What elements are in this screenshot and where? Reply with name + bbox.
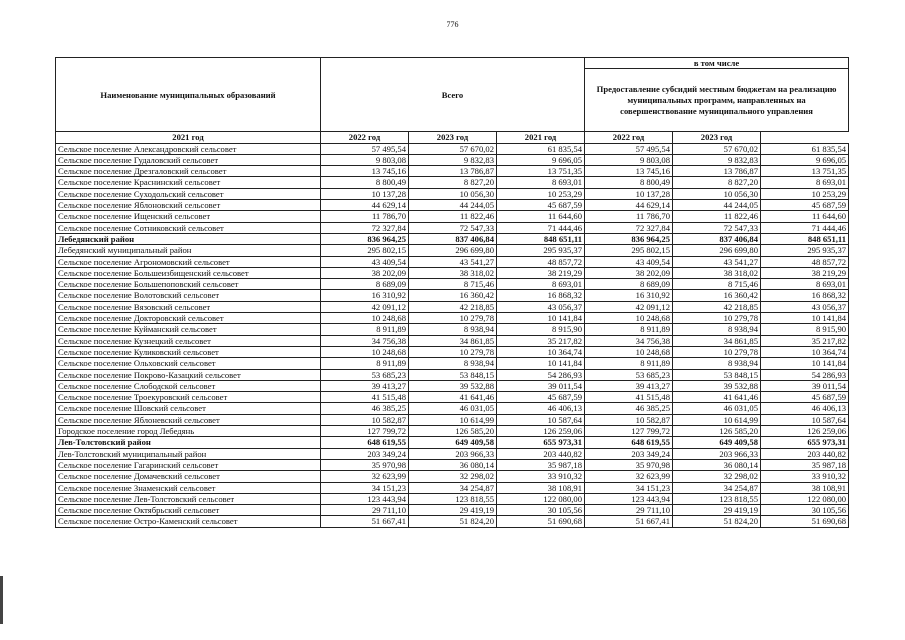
amount-cell: 848 651,11	[497, 233, 585, 244]
table-row	[56, 279, 849, 290]
amount-cell: 39 413,27	[585, 380, 673, 391]
table-row	[56, 482, 849, 493]
amount-cell: 126 259,06	[497, 426, 585, 437]
amount-cell: 32 623,99	[321, 471, 409, 482]
municipality-name-cell: Сельское поселение Ольховский сельсовет	[56, 358, 321, 369]
amount-cell: 42 091,12	[321, 301, 409, 312]
amount-cell: 10 137,28	[321, 188, 409, 199]
amount-cell: 126 585,20	[409, 426, 497, 437]
municipality-name-cell: Сельское поселение Большеизбищенский сельсовет	[56, 267, 321, 278]
amount-cell: 8 911,89	[585, 358, 673, 369]
table-row	[56, 448, 849, 459]
amount-cell: 8 938,94	[409, 358, 497, 369]
table-row	[56, 222, 849, 233]
amount-cell: 44 629,14	[585, 200, 673, 211]
municipality-name-cell: Лев-Толстовский район	[56, 437, 321, 448]
table-row	[56, 211, 849, 222]
amount-cell: 72 327,84	[321, 222, 409, 233]
amount-cell: 33 910,32	[761, 471, 849, 482]
amount-cell: 648 619,55	[321, 437, 409, 448]
amount-cell: 43 056,37	[497, 301, 585, 312]
amount-cell: 41 641,46	[409, 392, 497, 403]
header-total: Всего	[321, 58, 585, 132]
header-year: 2023 год	[409, 132, 497, 143]
amount-cell: 10 279,78	[673, 346, 761, 357]
amount-cell: 8 915,90	[761, 324, 849, 335]
amount-cell: 30 105,56	[497, 505, 585, 516]
amount-cell: 44 629,14	[321, 200, 409, 211]
amount-cell: 9 803,08	[585, 154, 673, 165]
amount-cell: 295 802,15	[585, 245, 673, 256]
amount-cell: 8 911,89	[321, 358, 409, 369]
amount-cell: 51 667,41	[585, 516, 673, 527]
amount-cell: 43 056,37	[761, 301, 849, 312]
amount-cell: 10 141,84	[761, 313, 849, 324]
municipality-name-cell: Сельское поселение Яблоневский сельсовет	[56, 414, 321, 425]
amount-cell: 8 938,94	[673, 324, 761, 335]
amount-cell: 127 799,72	[585, 426, 673, 437]
table-row	[56, 188, 849, 199]
amount-cell: 45 687,59	[761, 392, 849, 403]
amount-cell: 8 827,20	[409, 177, 497, 188]
header-year: 2021 год	[56, 132, 321, 143]
amount-cell: 8 938,94	[673, 358, 761, 369]
amount-cell: 34 254,87	[673, 482, 761, 493]
amount-cell: 203 349,24	[321, 448, 409, 459]
amount-cell: 43 409,54	[321, 256, 409, 267]
municipality-name-cell: Лебедянский район	[56, 233, 321, 244]
municipality-name-cell: Сельское поселение Остро-Каменский сельсовет	[56, 516, 321, 527]
header-year: 2023 год	[673, 132, 761, 143]
amount-cell: 35 970,98	[321, 459, 409, 470]
municipality-name-cell: Сельское поселение Яблоновский сельсовет	[56, 200, 321, 211]
amount-cell: 38 108,91	[761, 482, 849, 493]
amount-cell: 51 690,68	[497, 516, 585, 527]
table-row	[56, 392, 849, 403]
amount-cell: 41 641,46	[673, 392, 761, 403]
amount-cell: 53 685,23	[321, 369, 409, 380]
amount-cell: 8 911,89	[585, 324, 673, 335]
table-row	[56, 245, 849, 256]
amount-cell: 8 693,01	[761, 177, 849, 188]
header-including: в том числе	[585, 58, 849, 69]
amount-cell: 34 861,85	[673, 335, 761, 346]
amount-cell: 16 360,42	[409, 290, 497, 301]
amount-cell: 8 800,49	[585, 177, 673, 188]
amount-cell: 16 360,42	[673, 290, 761, 301]
table-row	[56, 301, 849, 312]
table-row	[56, 177, 849, 188]
amount-cell: 203 349,24	[585, 448, 673, 459]
municipality-name-cell: Сельское поселение Большепоповский сельсовет	[56, 279, 321, 290]
amount-cell: 42 091,12	[585, 301, 673, 312]
amount-cell: 649 409,58	[409, 437, 497, 448]
amount-cell: 10 614,99	[673, 414, 761, 425]
amount-cell: 16 868,32	[497, 290, 585, 301]
amount-cell: 39 532,88	[409, 380, 497, 391]
amount-cell: 10 582,87	[321, 414, 409, 425]
table-row	[56, 267, 849, 278]
amount-cell: 57 495,54	[585, 143, 673, 154]
municipality-name-cell: Сельское поселение Ищенский сельсовет	[56, 211, 321, 222]
amount-cell: 29 419,19	[409, 505, 497, 516]
amount-cell: 43 409,54	[585, 256, 673, 267]
amount-cell: 53 848,15	[673, 369, 761, 380]
amount-cell: 46 031,05	[673, 403, 761, 414]
amount-cell: 122 080,00	[761, 493, 849, 504]
amount-cell: 848 651,11	[761, 233, 849, 244]
amount-cell: 13 745,16	[321, 166, 409, 177]
amount-cell: 48 857,72	[497, 256, 585, 267]
table-row	[56, 335, 849, 346]
amount-cell: 10 614,99	[409, 414, 497, 425]
amount-cell: 8 693,01	[497, 279, 585, 290]
amount-cell: 10 141,84	[497, 358, 585, 369]
municipality-name-cell: Сельское поселение Суходольский сельсовет	[56, 188, 321, 199]
amount-cell: 10 056,30	[409, 188, 497, 199]
amount-cell: 38 318,02	[409, 267, 497, 278]
amount-cell: 296 699,80	[409, 245, 497, 256]
amount-cell: 9 696,05	[761, 154, 849, 165]
table-row	[56, 459, 849, 470]
amount-cell: 11 644,60	[761, 211, 849, 222]
table-row	[56, 166, 849, 177]
amount-cell: 35 217,82	[497, 335, 585, 346]
amount-cell: 35 987,18	[497, 459, 585, 470]
amount-cell: 46 385,25	[585, 403, 673, 414]
amount-cell: 203 440,82	[761, 448, 849, 459]
amount-cell: 10 279,78	[673, 313, 761, 324]
municipality-name-cell: Сельское поселение Покрово-Казацкий сельсовет	[56, 369, 321, 380]
amount-cell: 51 690,68	[761, 516, 849, 527]
amount-cell: 35 987,18	[761, 459, 849, 470]
amount-cell: 648 619,55	[585, 437, 673, 448]
amount-cell: 42 218,85	[409, 301, 497, 312]
municipality-name-cell: Лев-Толстовский муниципальный район	[56, 448, 321, 459]
amount-cell: 71 444,46	[497, 222, 585, 233]
amount-cell: 71 444,46	[761, 222, 849, 233]
amount-cell: 34 151,23	[585, 482, 673, 493]
amount-cell: 296 699,80	[673, 245, 761, 256]
amount-cell: 34 756,38	[321, 335, 409, 346]
amount-cell: 13 786,87	[409, 166, 497, 177]
amount-cell: 72 547,33	[409, 222, 497, 233]
amount-cell: 10 364,74	[497, 346, 585, 357]
amount-cell: 295 802,15	[321, 245, 409, 256]
amount-cell: 8 715,46	[673, 279, 761, 290]
amount-cell: 41 515,48	[585, 392, 673, 403]
amount-cell: 13 751,35	[761, 166, 849, 177]
amount-cell: 10 248,68	[321, 313, 409, 324]
amount-cell: 10 279,78	[409, 346, 497, 357]
amount-cell: 10 364,74	[761, 346, 849, 357]
amount-cell: 53 848,15	[409, 369, 497, 380]
header-year: 2022 год	[321, 132, 409, 143]
amount-cell: 43 541,27	[673, 256, 761, 267]
amount-cell: 8 911,89	[321, 324, 409, 335]
table-row	[56, 505, 849, 516]
amount-cell: 39 011,54	[497, 380, 585, 391]
amount-cell: 203 440,82	[497, 448, 585, 459]
amount-cell: 203 966,33	[673, 448, 761, 459]
table-row	[56, 471, 849, 482]
municipality-name-cell: Сельское поселение Гудаловский сельсовет	[56, 154, 321, 165]
amount-cell: 11 822,46	[409, 211, 497, 222]
amount-cell: 45 687,59	[497, 392, 585, 403]
amount-cell: 10 248,68	[585, 346, 673, 357]
amount-cell: 54 286,93	[497, 369, 585, 380]
municipality-name-cell: Сельское поселение Агрономовский сельсовет	[56, 256, 321, 267]
amount-cell: 34 756,38	[585, 335, 673, 346]
amount-cell: 9 832,83	[673, 154, 761, 165]
amount-cell: 43 541,27	[409, 256, 497, 267]
amount-cell: 16 310,92	[585, 290, 673, 301]
table-row	[56, 313, 849, 324]
header-year: 2021 год	[497, 132, 585, 143]
amount-cell: 11 822,46	[673, 211, 761, 222]
amount-cell: 9 832,83	[409, 154, 497, 165]
municipality-name-cell: Городское поселение город Лебедянь	[56, 426, 321, 437]
amount-cell: 34 151,23	[321, 482, 409, 493]
municipality-name-cell: Сельское поселение Дрезгаловский сельсовет	[56, 166, 321, 177]
amount-cell: 123 443,94	[585, 493, 673, 504]
amount-cell: 123 818,55	[409, 493, 497, 504]
amount-cell: 126 585,20	[673, 426, 761, 437]
amount-cell: 11 644,60	[497, 211, 585, 222]
amount-cell: 57 495,54	[321, 143, 409, 154]
district-total-row	[56, 233, 849, 244]
amount-cell: 51 667,41	[321, 516, 409, 527]
amount-cell: 34 861,85	[409, 335, 497, 346]
amount-cell: 10 587,64	[497, 414, 585, 425]
table-row	[56, 290, 849, 301]
amount-cell: 45 687,59	[497, 200, 585, 211]
table-row	[56, 154, 849, 165]
amount-cell: 123 443,94	[321, 493, 409, 504]
amount-cell: 8 689,09	[585, 279, 673, 290]
municipality-name-cell: Сельское поселение Кузнецкий сельсовет	[56, 335, 321, 346]
amount-cell: 51 824,20	[409, 516, 497, 527]
budget-table-container	[55, 57, 848, 528]
amount-cell: 39 011,54	[761, 380, 849, 391]
table-row	[56, 426, 849, 437]
amount-cell: 10 137,28	[585, 188, 673, 199]
header-municipality-name: Наименование муниципальных образований	[56, 58, 321, 132]
amount-cell: 13 745,16	[585, 166, 673, 177]
amount-cell: 10 056,30	[673, 188, 761, 199]
scan-edge-mark	[0, 576, 3, 624]
amount-cell: 38 202,09	[585, 267, 673, 278]
amount-cell: 72 327,84	[585, 222, 673, 233]
amount-cell: 295 935,37	[761, 245, 849, 256]
table-row	[56, 358, 849, 369]
amount-cell: 51 824,20	[673, 516, 761, 527]
table-row	[56, 256, 849, 267]
amount-cell: 32 298,02	[673, 471, 761, 482]
amount-cell: 39 532,88	[673, 380, 761, 391]
municipality-name-cell: Сельское поселение Куликовский сельсовет	[56, 346, 321, 357]
amount-cell: 10 582,87	[585, 414, 673, 425]
municipality-name-cell: Сельское поселение Краснинский сельсовет	[56, 177, 321, 188]
amount-cell: 836 964,25	[321, 233, 409, 244]
amount-cell: 42 218,85	[673, 301, 761, 312]
amount-cell: 13 751,35	[497, 166, 585, 177]
table-header	[56, 58, 849, 144]
amount-cell: 10 587,64	[761, 414, 849, 425]
amount-cell: 54 286,93	[761, 369, 849, 380]
amount-cell: 8 800,49	[321, 177, 409, 188]
amount-cell: 836 964,25	[585, 233, 673, 244]
municipality-name-cell: Сельское поселение Знаменский сельсовет	[56, 482, 321, 493]
municipality-name-cell: Сельское поселение Сотниковский сельсовет	[56, 222, 321, 233]
municipality-name-cell: Сельское поселение Шовский сельсовет	[56, 403, 321, 414]
amount-cell: 46 031,05	[409, 403, 497, 414]
amount-cell: 8 827,20	[673, 177, 761, 188]
amount-cell: 10 279,78	[409, 313, 497, 324]
header-subsidies: Предоставление субсидий местным бюджетам на реализацию муниципальных программ, направленных на совершенствование муниципального управления	[585, 69, 849, 132]
amount-cell: 29 711,10	[585, 505, 673, 516]
municipality-name-cell: Сельское поселение Куйманский сельсовет	[56, 324, 321, 335]
municipality-name-cell: Сельское поселение Вязовский сельсовет	[56, 301, 321, 312]
amount-cell: 8 938,94	[409, 324, 497, 335]
amount-cell: 57 670,02	[673, 143, 761, 154]
municipality-name-cell: Сельское поселение Докторовский сельсовет	[56, 313, 321, 324]
table-row	[56, 143, 849, 154]
amount-cell: 11 786,70	[321, 211, 409, 222]
amount-cell: 127 799,72	[321, 426, 409, 437]
amount-cell: 837 406,84	[409, 233, 497, 244]
table-row	[56, 493, 849, 504]
header-year: 2022 год	[585, 132, 673, 143]
table-row	[56, 414, 849, 425]
amount-cell: 46 385,25	[321, 403, 409, 414]
amount-cell: 38 318,02	[673, 267, 761, 278]
amount-cell: 36 080,14	[673, 459, 761, 470]
table-row	[56, 346, 849, 357]
page-number: 776	[446, 20, 459, 29]
amount-cell: 61 835,54	[497, 143, 585, 154]
amount-cell: 44 244,05	[673, 200, 761, 211]
amount-cell: 38 219,29	[497, 267, 585, 278]
amount-cell: 48 857,72	[761, 256, 849, 267]
amount-cell: 10 253,29	[497, 188, 585, 199]
amount-cell: 10 141,84	[497, 313, 585, 324]
amount-cell: 8 689,09	[321, 279, 409, 290]
amount-cell: 33 910,32	[497, 471, 585, 482]
municipality-name-cell: Сельское поселение Волотовский сельсовет	[56, 290, 321, 301]
budget-table	[55, 57, 849, 528]
amount-cell: 10 248,68	[585, 313, 673, 324]
amount-cell: 72 547,33	[673, 222, 761, 233]
amount-cell: 36 080,14	[409, 459, 497, 470]
amount-cell: 649 409,58	[673, 437, 761, 448]
amount-cell: 30 105,56	[761, 505, 849, 516]
amount-cell: 295 935,37	[497, 245, 585, 256]
amount-cell: 44 244,05	[409, 200, 497, 211]
amount-cell: 57 670,02	[409, 143, 497, 154]
amount-cell: 126 259,06	[761, 426, 849, 437]
amount-cell: 41 515,48	[321, 392, 409, 403]
municipality-name-cell: Сельское поселение Гагаринский сельсовет	[56, 459, 321, 470]
header-years-row	[56, 132, 849, 143]
amount-cell: 46 406,13	[497, 403, 585, 414]
table-row	[56, 324, 849, 335]
amount-cell: 35 217,82	[761, 335, 849, 346]
amount-cell: 8 715,46	[409, 279, 497, 290]
municipality-name-cell: Лебедянский муниципальный район	[56, 245, 321, 256]
municipality-name-cell: Сельское поселение Домачевский сельсовет	[56, 471, 321, 482]
amount-cell: 13 786,87	[673, 166, 761, 177]
amount-cell: 35 970,98	[585, 459, 673, 470]
amount-cell: 29 711,10	[321, 505, 409, 516]
amount-cell: 837 406,84	[673, 233, 761, 244]
amount-cell: 34 254,87	[409, 482, 497, 493]
amount-cell: 11 786,70	[585, 211, 673, 222]
municipality-name-cell: Сельское поселение Слободской сельсовет	[56, 380, 321, 391]
amount-cell: 16 868,32	[761, 290, 849, 301]
amount-cell: 10 253,29	[761, 188, 849, 199]
amount-cell: 38 202,09	[321, 267, 409, 278]
municipality-name-cell: Сельское поселение Троекуровский сельсовет	[56, 392, 321, 403]
amount-cell: 123 818,55	[673, 493, 761, 504]
amount-cell: 655 973,31	[761, 437, 849, 448]
table-body	[56, 143, 849, 527]
amount-cell: 38 108,91	[497, 482, 585, 493]
amount-cell: 9 803,08	[321, 154, 409, 165]
table-row	[56, 403, 849, 414]
municipality-name-cell: Сельское поселение Октябрьский сельсовет	[56, 505, 321, 516]
amount-cell: 8 915,90	[497, 324, 585, 335]
amount-cell: 46 406,13	[761, 403, 849, 414]
municipality-name-cell: Сельское поселение Александровский сельсовет	[56, 143, 321, 154]
amount-cell: 10 248,68	[321, 346, 409, 357]
table-row	[56, 200, 849, 211]
amount-cell: 53 685,23	[585, 369, 673, 380]
municipality-name-cell: Сельское поселение Лев-Толстовский сельсовет	[56, 493, 321, 504]
amount-cell: 38 219,29	[761, 267, 849, 278]
table-row	[56, 516, 849, 527]
amount-cell: 16 310,92	[321, 290, 409, 301]
amount-cell: 9 696,05	[497, 154, 585, 165]
table-row	[56, 380, 849, 391]
amount-cell: 32 623,99	[585, 471, 673, 482]
amount-cell: 8 693,01	[497, 177, 585, 188]
amount-cell: 8 693,01	[761, 279, 849, 290]
amount-cell: 39 413,27	[321, 380, 409, 391]
amount-cell: 655 973,31	[497, 437, 585, 448]
amount-cell: 32 298,02	[409, 471, 497, 482]
amount-cell: 122 080,00	[497, 493, 585, 504]
amount-cell: 203 966,33	[409, 448, 497, 459]
amount-cell: 45 687,59	[761, 200, 849, 211]
amount-cell: 10 141,84	[761, 358, 849, 369]
amount-cell: 29 419,19	[673, 505, 761, 516]
table-row	[56, 369, 849, 380]
district-total-row	[56, 437, 849, 448]
amount-cell: 61 835,54	[761, 143, 849, 154]
